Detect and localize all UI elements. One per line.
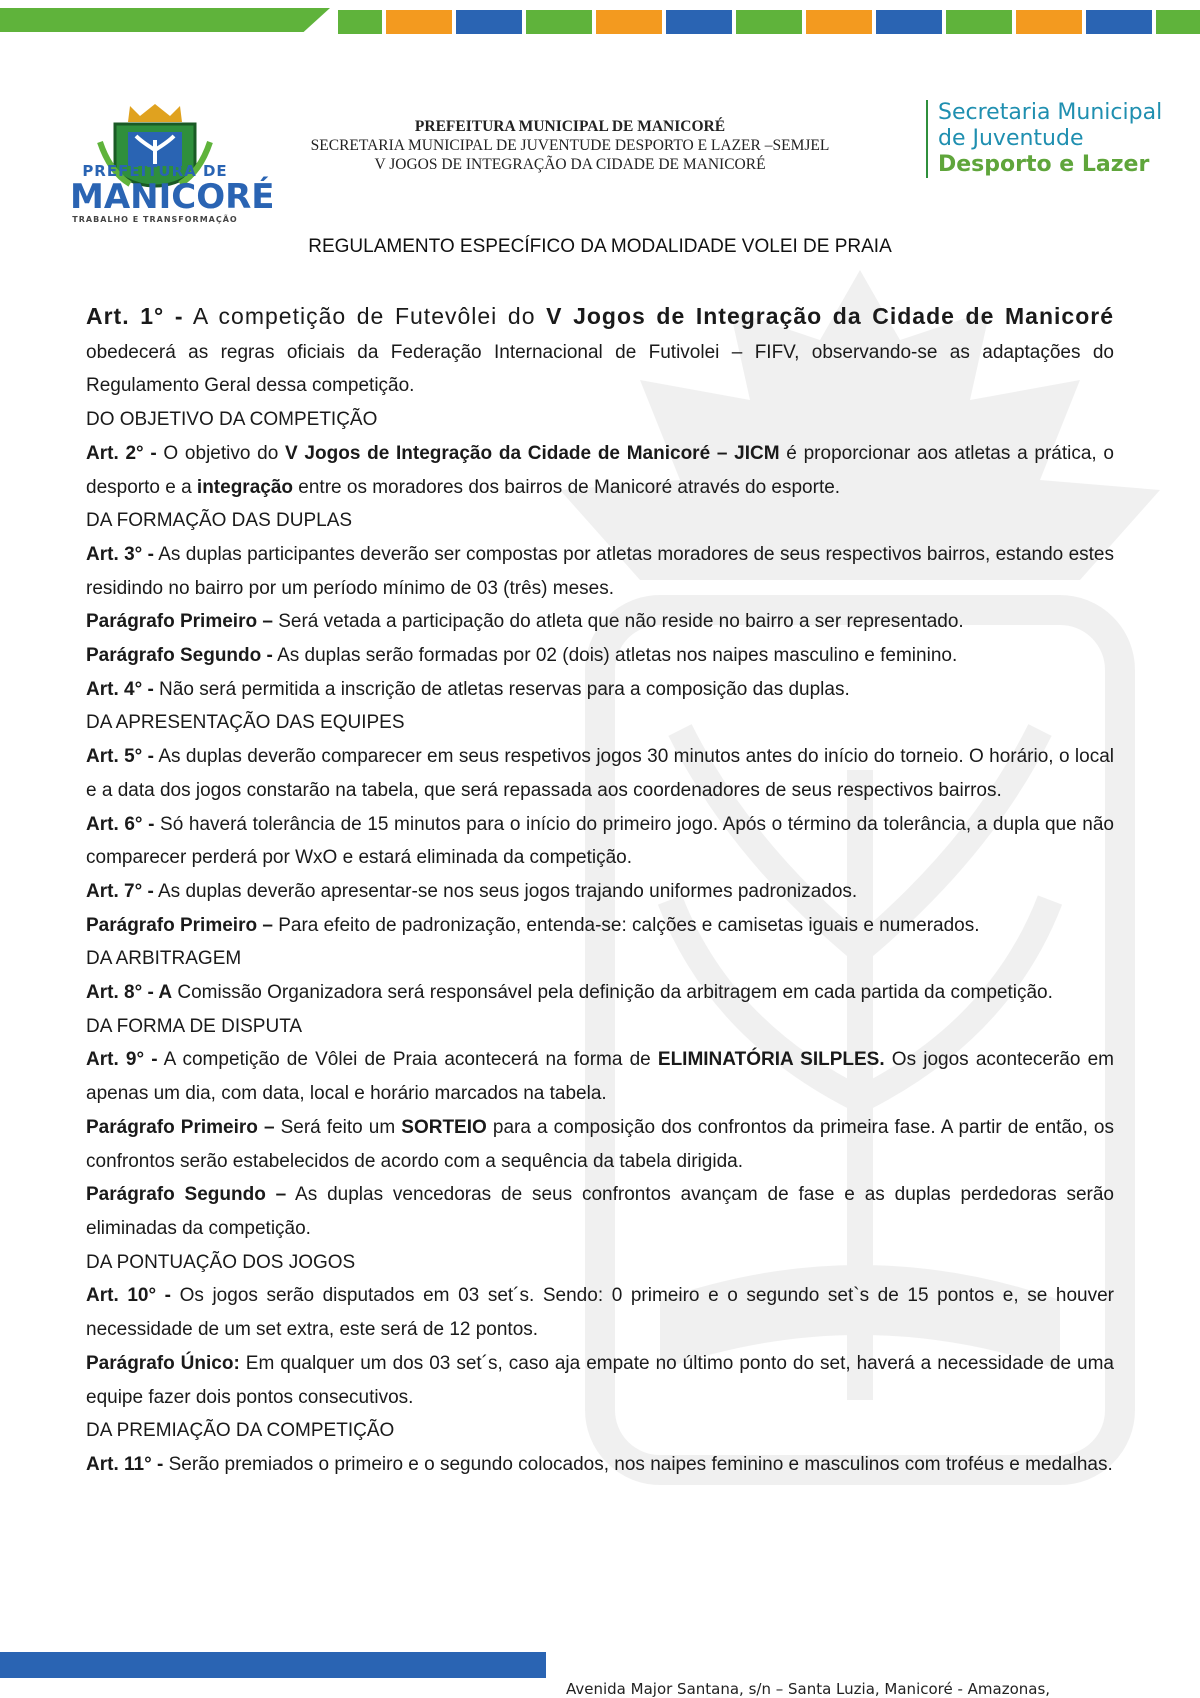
section-heading: DA PONTUAÇÃO DOS JOGOS: [86, 1251, 356, 1273]
article-4: [86, 673, 1114, 707]
footer-address: Avenida Major Santana, s/n – Santa Luzia, Manicoré - Amazonas,: [566, 1680, 1051, 1698]
top-strip-seg: [338, 10, 382, 34]
article-label: Art. 4° -: [86, 678, 154, 700]
article-label: Art. 10° -: [86, 1285, 171, 1307]
article-text: A competição de Futevôlei do: [183, 303, 547, 329]
article-7: [86, 875, 1114, 909]
secretaria-logo: [926, 100, 1162, 178]
article-label: Art. 8° - A: [86, 982, 173, 1004]
top-strip-seg: [876, 10, 942, 34]
article-text: Os jogos serão disputados em 03 set´s. Sendo: 0 primeiro e o segundo set`s de 15 pontos e, se houver necessidade de um set extra, este será de 12 pontos.: [86, 1285, 1114, 1341]
header-line-2: SECRETARIA MUNICIPAL DE JUVENTUDE DESPORTO E LAZER –SEMJEL: [310, 137, 830, 154]
document-body: [86, 300, 1114, 1482]
paragraph-7-1: [86, 909, 1114, 943]
article-label: Art. 6° -: [86, 813, 155, 835]
article-bold: ELIMINATÓRIA SILPLES.: [657, 1049, 885, 1071]
top-strip-seg: [736, 10, 802, 34]
article-text: Serão premiados o primeiro e o segundo colocados, nos naipes feminino e masculinos com troféus e medalhas.: [163, 1453, 1113, 1475]
paragraph-text: As duplas vencedoras de seus confrontos avançam de fase e as duplas perdedoras serão eliminadas da competição.: [86, 1184, 1114, 1239]
article-11: [86, 1448, 1114, 1482]
paragraph-9-2: [86, 1178, 1114, 1245]
secretaria-line-1: Secretaria Municipal: [938, 100, 1163, 125]
article-text: é proporcionar aos atletas a prática, o desporto e a: [86, 442, 1114, 498]
paragraph-text: Será feito um: [274, 1116, 402, 1138]
section-heading: DA ARBITRAGEM: [86, 948, 242, 970]
article-8: [86, 976, 1114, 1010]
section-heading: DA PREMIAÇÃO DA COMPETIÇÃO: [86, 1420, 395, 1442]
top-strip-seg: [1016, 10, 1082, 34]
article-label: Art. 1° -: [86, 303, 184, 329]
paragraph-label: Parágrafo Primeiro –: [86, 611, 273, 633]
article-bold: V Jogos de Integração da Cidade de Manicoré: [546, 303, 1114, 329]
article-label: Art. 5° -: [86, 746, 154, 768]
paragraph-label: Parágrafo Primeiro –: [86, 1116, 275, 1138]
top-color-strip: [0, 0, 1200, 44]
paragraph-text: para a composição dos confrontos da primeira fase. A partir de então, os confrontos serão estabelecidos de acordo com a sequência da tabela dirigida.: [86, 1116, 1114, 1172]
footer-color-bar: [0, 1652, 546, 1678]
article-text: obedecerá as regras oficiais da Federação Internacional de Futivolei – FIFV, observando-se as adaptações do Regulamento Geral dessa competição.: [86, 341, 1114, 397]
article-2: [86, 437, 1114, 504]
article-text: As duplas deverão comparecer em seus respetivos jogos 30 minutos antes do início do torneio. O horário, o local e a data dos jogos constarão na tabela, que será repassada aos coordenadores de seus respectivos bairros.: [86, 746, 1114, 801]
top-strip-seg: [526, 10, 592, 34]
logo-caption-line3: TRABALHO E TRANSFORMAÇÃO: [72, 215, 238, 224]
article-label: Art. 11° -: [86, 1453, 164, 1475]
article-5: [86, 740, 1114, 807]
article-label: Art. 3° -: [86, 543, 154, 565]
document-title: REGULAMENTO ESPECÍFICO DA MODALIDADE VOLEI DE PRAIA: [308, 236, 892, 257]
paragraph-text: Para efeito de padronização, entenda-se: calções e camisetas iguais e numerados.: [272, 914, 980, 936]
article-label: Art. 2° -: [86, 442, 157, 464]
article-text: entre os moradores dos bairros de Manicoré através do esporte.: [293, 476, 841, 498]
top-strip-seg: [596, 10, 662, 34]
article-10: [86, 1279, 1114, 1346]
paragraph-label: Parágrafo Segundo –: [86, 1184, 287, 1206]
article-1: [86, 300, 1114, 403]
section-heading: DA APRESENTAÇÃO DAS EQUIPES: [86, 712, 405, 734]
section-heading: DA FORMAÇÃO DAS DUPLAS: [86, 510, 353, 532]
article-bold: integração: [196, 476, 294, 498]
article-3: [86, 538, 1114, 605]
paragraph-text: Em qualquer um dos 03 set´s, caso aja empate no último ponto do set, haverá a necessidade de uma equipe fazer dois pontos consecutivos.: [86, 1352, 1114, 1408]
secretaria-line-2: de Juventude: [938, 126, 1084, 151]
article-6: [86, 808, 1114, 875]
paragraph-text: As duplas serão formadas por 02 (dois) atletas nos naipes masculino e feminino.: [272, 645, 958, 667]
top-strip-seg: [666, 10, 732, 34]
logo-caption-line1: PREFEITURA DE: [82, 162, 228, 180]
article-bold: V Jogos de Integração da Cidade de Manicoré – JICM: [285, 442, 780, 464]
top-strip-seg: [946, 10, 1012, 34]
top-strip-seg: [1086, 10, 1152, 34]
article-text: O objetivo do: [156, 442, 286, 464]
section-heading: DO OBJETIVO DA COMPETIÇÃO: [86, 409, 378, 431]
paragraph-10-unico: [86, 1347, 1114, 1414]
article-label: Art. 7° -: [86, 880, 154, 902]
top-strip-seg: [1156, 10, 1200, 34]
article-text: As duplas deverão apresentar-se nos seus jogos trajando uniformes padronizados.: [153, 880, 858, 902]
article-text: A competição de Vôlei de Praia acontecerá na forma de: [157, 1049, 658, 1071]
top-strip-seg: [386, 10, 452, 34]
logo-caption-line2: MANICORÉ: [70, 177, 275, 217]
article-text: Só haverá tolerância de 15 minutos para o início do primeiro jogo. Após o término da tolerância, a dupla que não comparecer perderá por WxO e estará eliminada da competição.: [86, 813, 1114, 869]
header-institution: [250, 117, 890, 174]
article-text: Não será permitida a inscrição de atletas reservas para a composição das duplas.: [153, 678, 850, 700]
article-text: Comissão Organizadora será responsável pela definição da arbitragem em cada partida da competição.: [172, 982, 1053, 1004]
paragraph-3-2: [86, 639, 1114, 673]
paragraph-bold: SORTEIO: [401, 1116, 487, 1138]
top-strip-green-band: [0, 8, 330, 32]
paragraph-3-1: [86, 605, 1114, 639]
article-label: Art. 9° -: [86, 1049, 158, 1071]
article-9: [86, 1043, 1114, 1110]
section-heading: DA FORMA DE DISPUTA: [86, 1015, 303, 1037]
paragraph-label: Parágrafo Primeiro –: [86, 914, 273, 936]
article-text: Os jogos acontecerão em apenas um dia, com data, local e horário marcados na tabela.: [86, 1049, 1114, 1105]
paragraph-label: Parágrafo Segundo -: [86, 645, 273, 667]
header-line-1: PREFEITURA MUNICIPAL DE MANICORÉ: [414, 118, 726, 135]
header-line-3: V JOGOS DE INTEGRAÇÃO DA CIDADE DE MANICORÉ: [374, 156, 766, 173]
paragraph-9-1: [86, 1111, 1114, 1178]
top-strip-seg: [806, 10, 872, 34]
top-strip-seg: [456, 10, 522, 34]
paragraph-text: Será vetada a participação do atleta que não reside no bairro a ser representado.: [272, 611, 964, 633]
paragraph-label: Parágrafo Único:: [86, 1352, 240, 1374]
article-text: As duplas participantes deverão ser compostas por atletas moradores de seus respectivos bairros, estando estes residindo no bairro por um período mínimo de 03 (três) meses.: [86, 543, 1114, 599]
secretaria-line-3: Desporto e Lazer: [938, 152, 1150, 177]
